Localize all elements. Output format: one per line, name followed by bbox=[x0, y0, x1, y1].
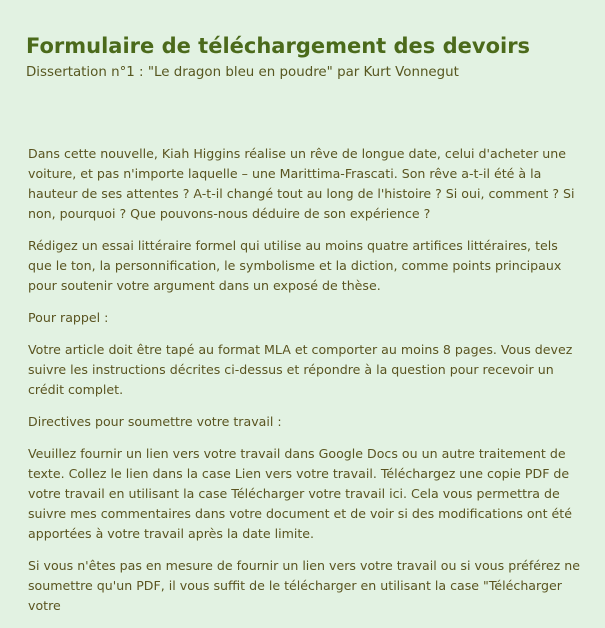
submission-directives-heading: Directives pour soumettre votre travail : bbox=[28, 414, 282, 429]
instructions-body bbox=[28, 144, 585, 628]
reminder-heading: Pour rappel : bbox=[28, 310, 109, 325]
intro-paragraph: Dans cette nouvelle, Kiah Higgins réalise un rêve de longue date, celui d'acheter une voiture, et pas n'importe laquelle – une Marittima-Frascati. Son rêve a-t-il été à la hauteur de ses attentes ? A-t-il changé tout au long de l'histoire ? Si oui, comment ? Si non, pourquoi ? Que pouvons-nous déduire de son expérience ? bbox=[28, 146, 575, 221]
pdf-only-paragraph: Si vous n'êtes pas en mesure de fournir un lien vers votre travail ou si vous préférez ne soumettre qu'un PDF, il vous suffit de le télécharger en utilisant la case "Télécharger votre bbox=[28, 558, 581, 613]
form-header bbox=[26, 30, 595, 83]
format-requirements-paragraph: Votre article doit être tapé au format MLA et comporter au moins 8 pages. Vous devez suivre les instructions décrites ci-dessus et répondre à la question pour recevoir un crédit complet. bbox=[28, 342, 573, 397]
page-title: Formulaire de téléchargement des devoirs bbox=[26, 34, 531, 58]
essay-requirements-paragraph: Rédigez un essai littéraire formel qui utilise au moins quatre artifices littéraires, tels que le ton, la personnification, le symbolisme et la diction, comme points principaux pour soutenir votre argument dans un exposé de thèse. bbox=[28, 238, 562, 293]
submission-instructions-paragraph: Veuillez fournir un lien vers votre travail dans Google Docs ou un autre traitement de texte. Collez le lien dans la case Lien vers votre travail. Téléchargez une copie PDF de votre travail en utilisant la case Télécharger votre travail ici. Cela vous permettra de suivre mes commentaires dans votre document et de voir si des modifications ont été apportées à votre travail après la date limite. bbox=[28, 446, 572, 541]
page-subtitle: Dissertation n°1 : "Le dragon bleu en poudre" par Kurt Vonnegut bbox=[26, 65, 459, 80]
